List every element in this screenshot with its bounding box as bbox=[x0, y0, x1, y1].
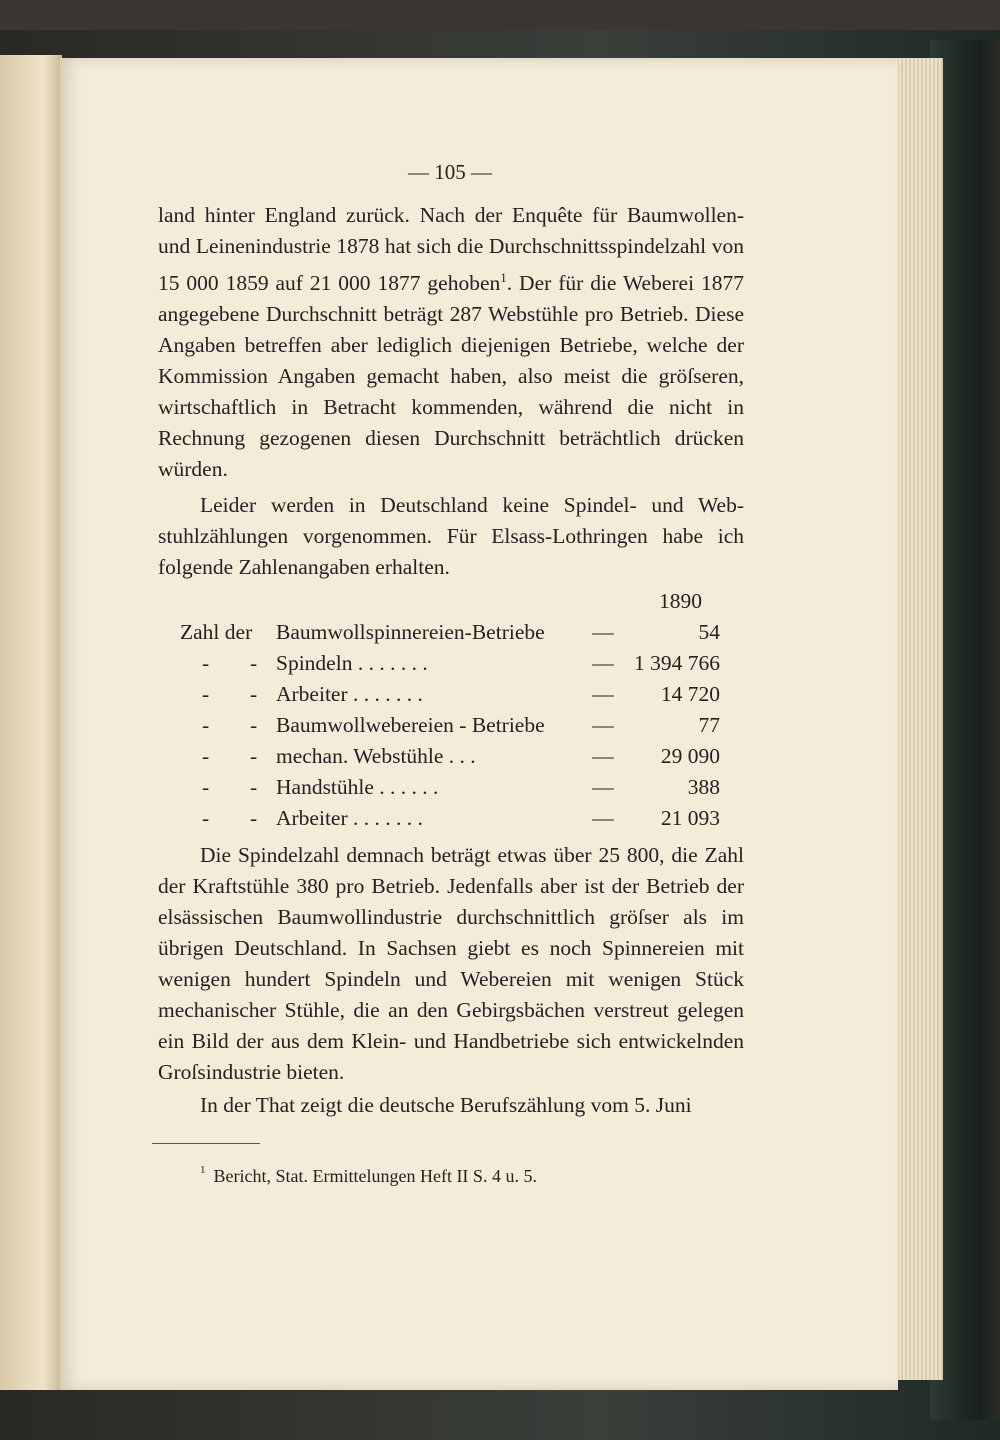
ditto-mark: - bbox=[250, 806, 258, 830]
ditto-mark: - bbox=[202, 713, 210, 737]
ditto-mark: - bbox=[250, 682, 258, 706]
row-dash: — bbox=[592, 713, 614, 737]
row-dash: — bbox=[592, 682, 614, 706]
left-page-edge bbox=[0, 55, 62, 1390]
statistics-table bbox=[180, 586, 720, 834]
ditto-mark: - bbox=[250, 713, 258, 737]
row-prefix: Zahl der bbox=[180, 620, 253, 644]
paragraph-3: Die Spindelzahl demnach beträgt etwas über 25 800, die Zahl der Kraftstühle 380 pro Betrieb. Jedenfalls aber ist der Betrieb der elsässischen Baumwollindustrie durchschnittlich gröſser als im übrigen Deutschland. In Sachsen giebt es noch Spinnereien mit wenigen hundert Spindeln und Webereien mit wenigen Stück mechanischer Stühle, die an den Gebirgsbächen verstreut gelegen ein Bild der aus dem Klein- und Handbetriebe sich entwickelnden Groſsindustrie bieten. bbox=[158, 843, 744, 1084]
table-row bbox=[180, 617, 720, 648]
paragraph-1-text-b: . Der für die Weberei 1877 angegebene Durchschnitt beträgt 287 Webstühle pro Betrieb. Diese Angaben betreffen aber lediglich diejenigen Betriebe, welche der Kommission Angaben gemacht haben, also meist die gröſseren, wirtschaftlich in Betracht kommenden, während die nicht in Rechnung gezogenen diesen Durchschnitt beträchtlich drücken würden. bbox=[158, 271, 744, 482]
row-label: Arbeiter . . . . . . . bbox=[276, 682, 423, 706]
table-row bbox=[180, 772, 720, 803]
row-value: 14 720 bbox=[660, 682, 720, 706]
table-row bbox=[180, 679, 720, 710]
footnote-marker: 1 bbox=[200, 1164, 206, 1176]
row-value: 29 090 bbox=[660, 744, 720, 768]
row-value: 77 bbox=[698, 713, 720, 737]
row-label: Handstühle . . . . . . bbox=[276, 775, 439, 799]
ditto-mark: - bbox=[250, 775, 258, 799]
row-value: 21 093 bbox=[660, 806, 720, 830]
row-label: mechan. Webstühle . . . bbox=[276, 744, 476, 768]
row-label: Spindeln . . . . . . . bbox=[276, 651, 428, 675]
ditto-mark: - bbox=[250, 744, 258, 768]
paragraph-4: In der That zeigt die deutsche Berufszählung vom 5. Juni bbox=[200, 1093, 692, 1117]
row-value: 54 bbox=[698, 620, 720, 644]
footnote bbox=[200, 1166, 760, 1187]
paragraph-2: Leider werden in Deutschland keine Spindel- und Webstuhlzählungen vorgenommen. Für Elsass-Lothringen habe ich folgende Zahlenangaben erhalten. bbox=[158, 493, 744, 579]
row-dash: — bbox=[592, 620, 614, 644]
ditto-mark: - bbox=[250, 651, 258, 675]
row-dash: — bbox=[592, 806, 614, 830]
table-row bbox=[180, 648, 720, 679]
footnote-reference: 1 bbox=[500, 270, 507, 285]
table-row bbox=[180, 741, 720, 772]
row-label: Baumwollspinnereien-Betriebe bbox=[276, 620, 545, 644]
ditto-mark: - bbox=[202, 682, 210, 706]
paragraph-1-text-a: land hinter England zurück. Nach der Enquête für Baumwollen- und Leinenindustrie 1878 hat sich die Durchschnittsspindelzahl von 15 000 1859 auf 21 000 1877 gehoben bbox=[158, 203, 744, 296]
ditto-mark: - bbox=[202, 744, 210, 768]
footnote-text: Bericht, Stat. Ermittelungen Heft II S. 4 u. 5. bbox=[213, 1166, 537, 1186]
table-row bbox=[180, 803, 720, 834]
row-value: 1 394 766 bbox=[634, 651, 720, 675]
paragraph-1 bbox=[158, 200, 744, 485]
row-label: Baumwollwebereien - Betriebe bbox=[276, 713, 545, 737]
page-edges bbox=[895, 58, 943, 1380]
row-label: Arbeiter . . . . . . . bbox=[276, 806, 423, 830]
row-value: 388 bbox=[687, 775, 720, 799]
row-dash: — bbox=[592, 651, 614, 675]
ditto-mark: - bbox=[202, 775, 210, 799]
ditto-mark: - bbox=[202, 651, 210, 675]
row-dash: — bbox=[592, 744, 614, 768]
ditto-mark: - bbox=[202, 806, 210, 830]
table-row bbox=[180, 710, 720, 741]
row-dash: — bbox=[592, 775, 614, 799]
table-year-header: 1890 bbox=[659, 589, 702, 613]
footnote-divider bbox=[152, 1143, 260, 1144]
page-number: — 105 — bbox=[408, 160, 492, 184]
